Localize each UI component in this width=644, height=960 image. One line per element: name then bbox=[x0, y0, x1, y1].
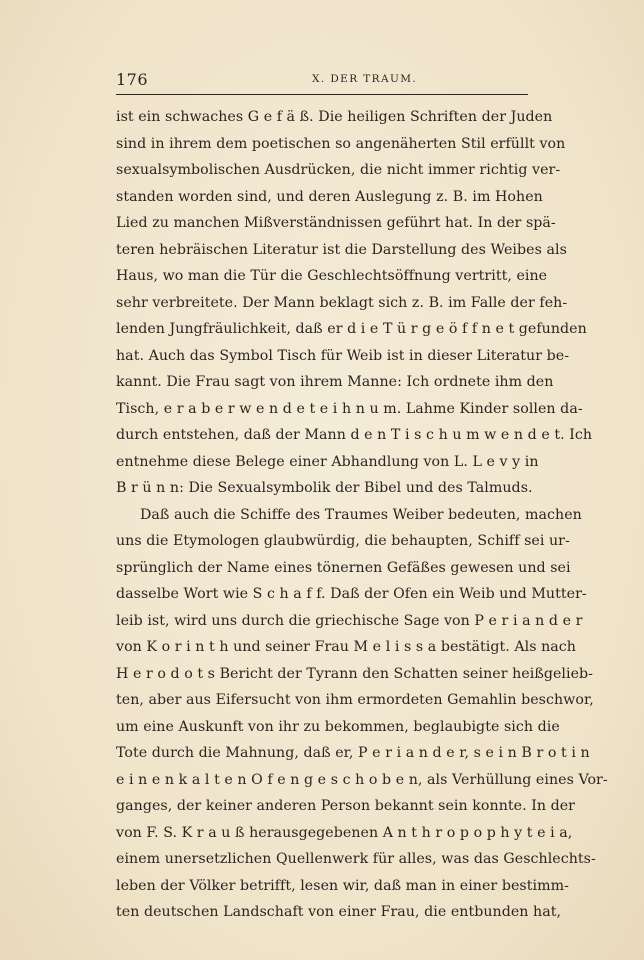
text-line: Lied zu manchen Mißverständnissen geführt hat. In der spä- bbox=[116, 215, 556, 231]
text-line: kannt. Die Frau sagt von ihrem Manne: Ich ordnete ihm den bbox=[116, 374, 554, 390]
text-line: entnehme diese Belege einer Abhandlung von L. L e v y in bbox=[116, 453, 539, 470]
paragraph-2 bbox=[116, 502, 608, 926]
text-line: von K o r i n t h und seiner Frau M e l i s s a bestätigt. Als nach bbox=[116, 639, 576, 655]
text-line: standen worden sind, und deren Auslegung z. B. im Hohen bbox=[116, 188, 543, 205]
text-line: leib ist, wird uns durch die griechische Sage von P e r i a n d e r bbox=[116, 612, 583, 629]
text-line: ten deutschen Landschaft von einer Frau, die entbunden hat, bbox=[116, 904, 562, 920]
text-line: dasselbe Wort wie S c h a f f. Daß der Ofen ein Weib und Mutter- bbox=[116, 586, 587, 602]
text-line: Tisch, e r a b e r w e n d e t e i h n u m. Lahme Kinder sollen da- bbox=[116, 400, 583, 417]
header-rule bbox=[116, 94, 528, 95]
text-line: durch entstehen, daß der Mann d e n T i s c h u m w e n d e t. Ich bbox=[116, 427, 593, 443]
body-text bbox=[116, 104, 608, 926]
text-line: Tote durch die Mahnung, daß er, P e r i a n d e r, s e i n B r o t i n bbox=[116, 745, 590, 761]
text-line: sind in ihrem dem poetischen so angenäherten Stil erfüllt von bbox=[116, 135, 566, 152]
text-line: sprünglich der Name eines tönernen Gefäßes gewesen und sei bbox=[116, 559, 571, 576]
text-line: ganges, der keiner anderen Person bekannt sein konnte. In der bbox=[116, 798, 576, 814]
text-line: einem unersetzlichen Quellenwerk für alles, was das Geschlechts- bbox=[116, 851, 596, 867]
text-line: um eine Auskunft von ihr zu bekommen, beglaubigte sich die bbox=[116, 718, 560, 735]
text-line: H e r o d o t s Bericht der Tyrann den Schatten seiner heißgelieb- bbox=[116, 665, 594, 682]
text-line: hat. Auch das Symbol Tisch für Weib ist in dieser Literatur be- bbox=[116, 347, 570, 364]
paragraph-1 bbox=[116, 104, 593, 502]
text-line: uns die Etymologen glaubwürdig, die behaupten, Schiff sei ur- bbox=[116, 533, 570, 549]
text-line: B r ü n n: Die Sexualsymbolik der Bibel und des Talmuds. bbox=[116, 480, 533, 496]
text-line: von F. S. K r a u ß herausgegebenen A n t h r o p o p h y t e i a, bbox=[116, 824, 573, 841]
text-line: leben der Völker betrifft, lesen wir, daß man in einer bestimm- bbox=[116, 877, 569, 894]
text-line: sexualsymbolischen Ausdrücken, die nicht immer richtig ver- bbox=[116, 162, 561, 178]
text-line: ist ein schwaches G e f ä ß. Die heiligen Schriften der Juden bbox=[116, 109, 553, 125]
text-line: Haus, wo man die Tür die Geschlechtsöffnung vertritt, eine bbox=[116, 268, 548, 284]
page-number: 176 bbox=[116, 70, 149, 89]
text-line: e i n e n k a l t e n O f e n g e s c h o b e n, als Verhüllung eines Vor- bbox=[116, 771, 608, 788]
text-line: Daß auch die Schiffe des Traumes Weiber bedeuten, machen bbox=[140, 506, 582, 523]
text-line: teren hebräischen Literatur ist die Darstellung des Weibes als bbox=[116, 241, 567, 258]
text-line: sehr verbreitete. Der Mann beklagt sich z. B. im Falle der feh- bbox=[116, 294, 568, 311]
text-line: ten, aber aus Eifersucht von ihm ermordeten Gemahlin beschwor, bbox=[116, 692, 594, 708]
running-head bbox=[116, 70, 528, 92]
chapter-title: X. DER TRAUM. bbox=[312, 73, 418, 85]
text-line: lenden Jungfräulichkeit, daß er d i e T ü r g e ö f f n e t gefunden bbox=[116, 321, 587, 337]
